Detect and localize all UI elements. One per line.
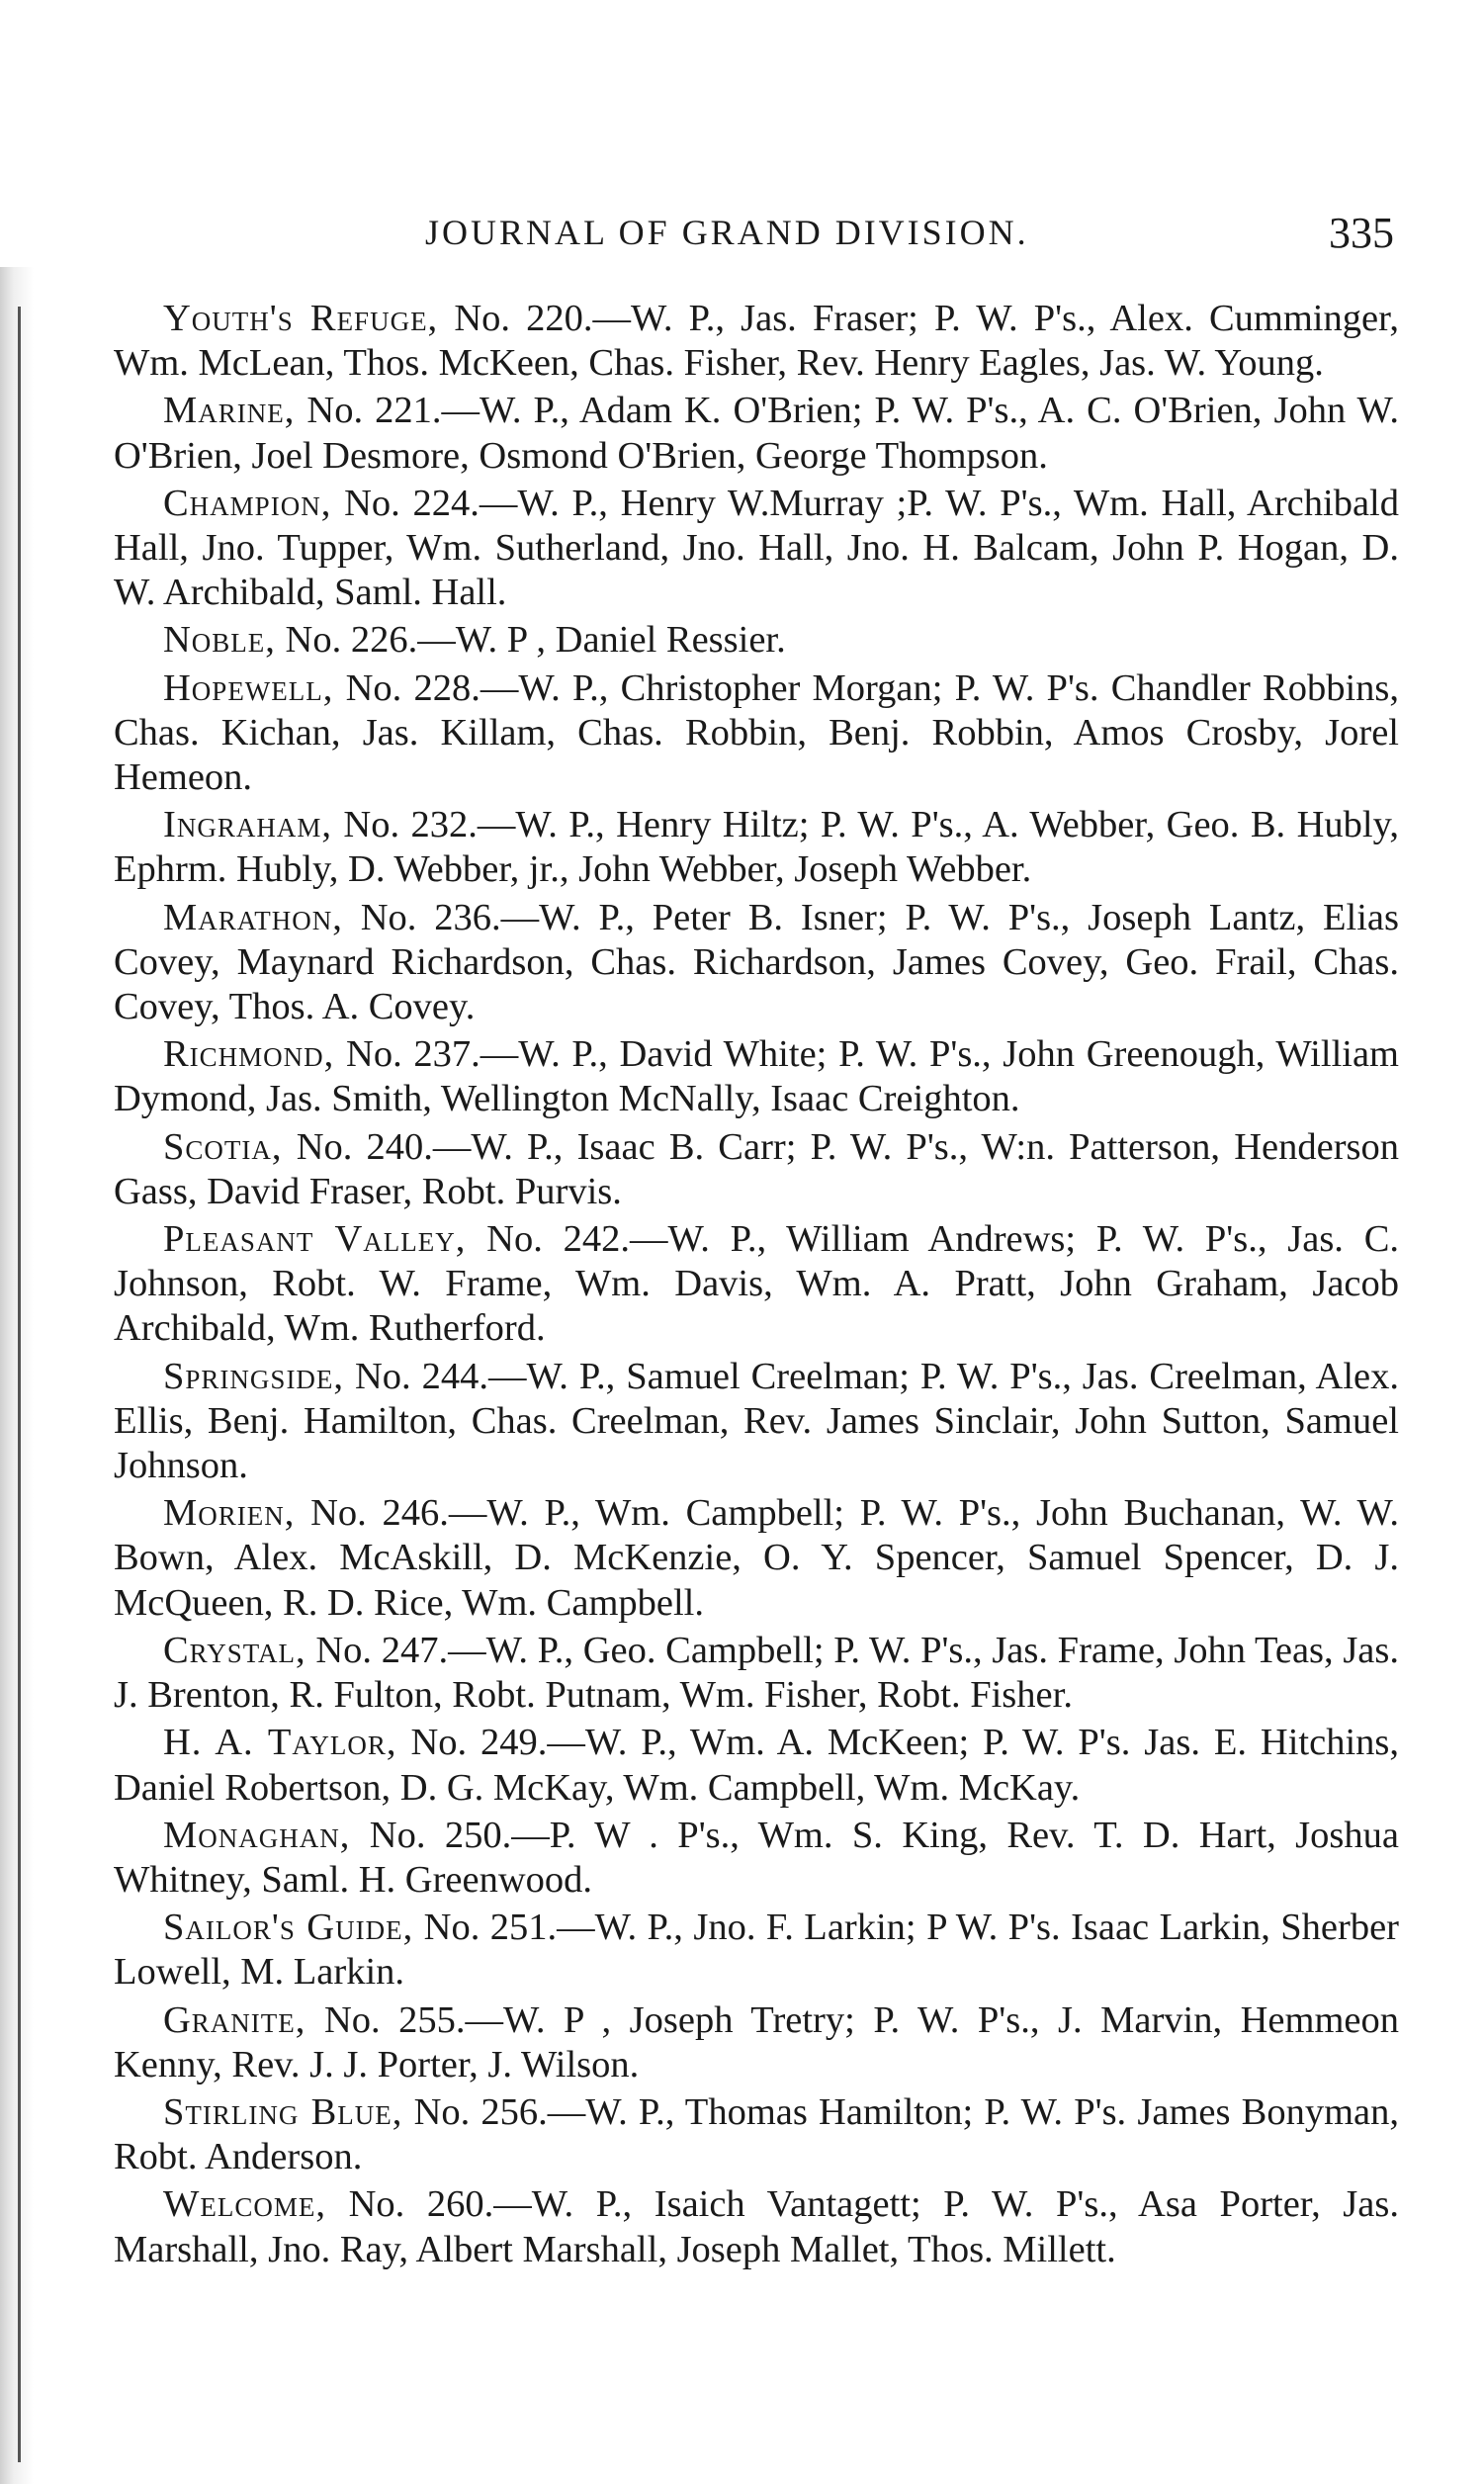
division-entry xyxy=(114,1491,1399,1626)
division-name: Youth's Refuge, xyxy=(163,298,439,339)
division-name: Monaghan, xyxy=(163,1814,351,1856)
division-name: Pleasant Valley, xyxy=(163,1218,467,1261)
division-name: Granite, xyxy=(163,1998,306,2041)
binding-gutter xyxy=(0,267,34,2484)
division-name: Champion, xyxy=(163,482,332,524)
page-header xyxy=(119,208,1394,267)
division-details: No. 256.—W. P., Thomas Hamilton; P. W. P's. James Bonyman, Robt. Anderson. xyxy=(114,2090,1399,2178)
division-entry xyxy=(114,297,1399,386)
division-entry xyxy=(114,896,1399,1030)
division-details: No. 242.—W. P., William Andrews; P. W. P's., Jas. C. Johnson, Robt. W. Frame, Wm. Davis, Wm. A. Pratt, John Graham, Jacob Archibald, Wm. Rutherford. xyxy=(114,1218,1399,1350)
division-details: No. 221.—W. P., Adam K. O'Brien; P. W. P's., A. C. O'Brien, John W. O'Brien, Joel Desmore, Osmond O'Brien, George Thompson. xyxy=(114,390,1399,477)
division-name: Morien, xyxy=(163,1492,296,1535)
division-details: No. 236.—W. P., Peter B. Isner; P. W. P's., Joseph Lantz, Elias Covey, Maynard Richardson, Chas. Richardson, James Covey, Geo. Frail, Chas. Covey, Thos. A. Covey. xyxy=(114,896,1399,1028)
division-name: Marathon, xyxy=(163,896,343,938)
division-details: No. 250.—P. W . P's., Wm. S. King, Rev. T. D. Hart, Joshua Whitney, Saml. H. Greenwood. xyxy=(114,1814,1399,1901)
division-details: No. 240.—W. P., Isaac B. Carr; P. W. P's., W:n. Patterson, Henderson Gass, David Fraser, Robt. Purvis. xyxy=(114,1125,1399,1212)
division-name: Hopewell, xyxy=(163,666,334,709)
division-name: Ingraham, xyxy=(163,804,332,846)
division-details: No. 237.—W. P., David White; P. W. P's., John Greenough, William Dymond, Jas. Smith, Wellington McNally, Isaac Creighton. xyxy=(114,1033,1399,1120)
division-entry xyxy=(114,1906,1399,1995)
division-name: Marine, xyxy=(163,390,296,432)
division-entry xyxy=(114,2182,1399,2271)
division-details: No. 220.—W. P., Jas. Fraser; P. W. P's., Alex. Cumminger, Wm. McLean, Thos. McKeen, Chas. Fisher, Rev. Henry Eagles, Jas. W. Young. xyxy=(114,298,1399,385)
division-entry xyxy=(114,1032,1399,1121)
division-entry xyxy=(114,2090,1399,2179)
division-details: No. 244.—W. P., Samuel Creelman; P. W. P's., Jas. Creelman, Alex. Ellis, Benj. Hamilton, Chas. Creelman, Rev. James Sinclair, John Sutton, Samuel Johnson. xyxy=(114,1355,1399,1487)
division-details: No. 255.—W. P , Joseph Tretry; P. W. P's., J. Marvin, Hemmeon Kenny, Rev. J. J. Porter, J. Wilson. xyxy=(114,1998,1399,2085)
division-name: Sailor's Guide, xyxy=(163,1907,414,1949)
division-details: No. 232.—W. P., Henry Hiltz; P. W. P's., A. Webber, Geo. B. Hubly, Ephrm. Hubly, D. Webber, jr., John Webber, Joseph Webber. xyxy=(114,804,1399,891)
division-details: No. 226.—W. P , Daniel Ressier. xyxy=(275,619,786,662)
division-entries xyxy=(114,297,1399,2275)
division-details: No. 228.—W. P., Christopher Morgan; P. W. P's. Chandler Robbins, Chas. Kichan, Jas. Killam, Chas. Robbin, Benj. Robbin, Amos Crosby, Jorel Hemeon. xyxy=(114,666,1399,799)
division-entry xyxy=(114,803,1399,892)
division-entry xyxy=(114,1125,1399,1214)
division-entry xyxy=(114,1355,1399,1489)
division-entry xyxy=(114,389,1399,478)
division-entry xyxy=(114,1814,1399,1903)
division-name: Welcome, xyxy=(163,2183,326,2226)
division-entry xyxy=(114,1629,1399,1718)
division-details: No. 251.—W. P., Jno. F. Larkin; P W. P's. Isaac Larkin, Sherber Lowell, M. Larkin. xyxy=(114,1907,1400,1994)
division-details: No. 246.—W. P., Wm. Campbell; P. W. P's., John Buchanan, W. W. Bown, Alex. McAskill, D. McKenzie, O. Y. Spencer, Samuel Spencer, D. J. McQueen, R. D. Rice, Wm. Campbell. xyxy=(114,1492,1399,1624)
division-name: Richmond, xyxy=(163,1033,335,1076)
division-entry xyxy=(114,666,1399,801)
division-entry xyxy=(114,1721,1399,1810)
division-entry xyxy=(114,1217,1399,1352)
division-name: Crystal, xyxy=(163,1629,306,1671)
division-details: No. 249.—W. P., Wm. A. McKeen; P. W. P's. Jas. E. Hitchins, Daniel Robertson, D. G. McKay, Wm. Campbell, Wm. McKay. xyxy=(114,1722,1399,1809)
division-name: Stirling Blue, xyxy=(163,2090,403,2133)
division-name: H. A. Taylor, xyxy=(163,1722,397,1764)
division-name: Noble, xyxy=(163,619,276,662)
division-details: No. 247.—W. P., Geo. Campbell; P. W. P's., Jas. Frame, John Teas, Jas. J. Brenton, R. Fulton, Robt. Putnam, Wm. Fisher, Robt. Fisher. xyxy=(114,1629,1399,1717)
division-name: Scotia, xyxy=(163,1125,283,1168)
running-head: JOURNAL OF GRAND DIVISION. xyxy=(425,213,1029,252)
division-name: Springside, xyxy=(163,1355,345,1397)
division-entry xyxy=(114,618,1399,663)
division-details: No. 224.—W. P., Henry W.Murray ;P. W. P's., Wm. Hall, Archibald Hall, Jno. Tupper, Wm. Sutherland, Jno. Hall, Jno. H. Balcam, John P. Hogan, D. W. Archibald, Saml. Hall. xyxy=(114,482,1399,614)
page-number: 335 xyxy=(1329,209,1394,257)
division-details: No. 260.—W. P., Isaich Vantagett; P. W. P's., Asa Porter, Jas. Marshall, Jno. Ray, Albert Marshall, Joseph Mallet, Thos. Millett. xyxy=(114,2183,1399,2270)
division-entry xyxy=(114,482,1399,616)
division-entry xyxy=(114,1998,1399,2087)
